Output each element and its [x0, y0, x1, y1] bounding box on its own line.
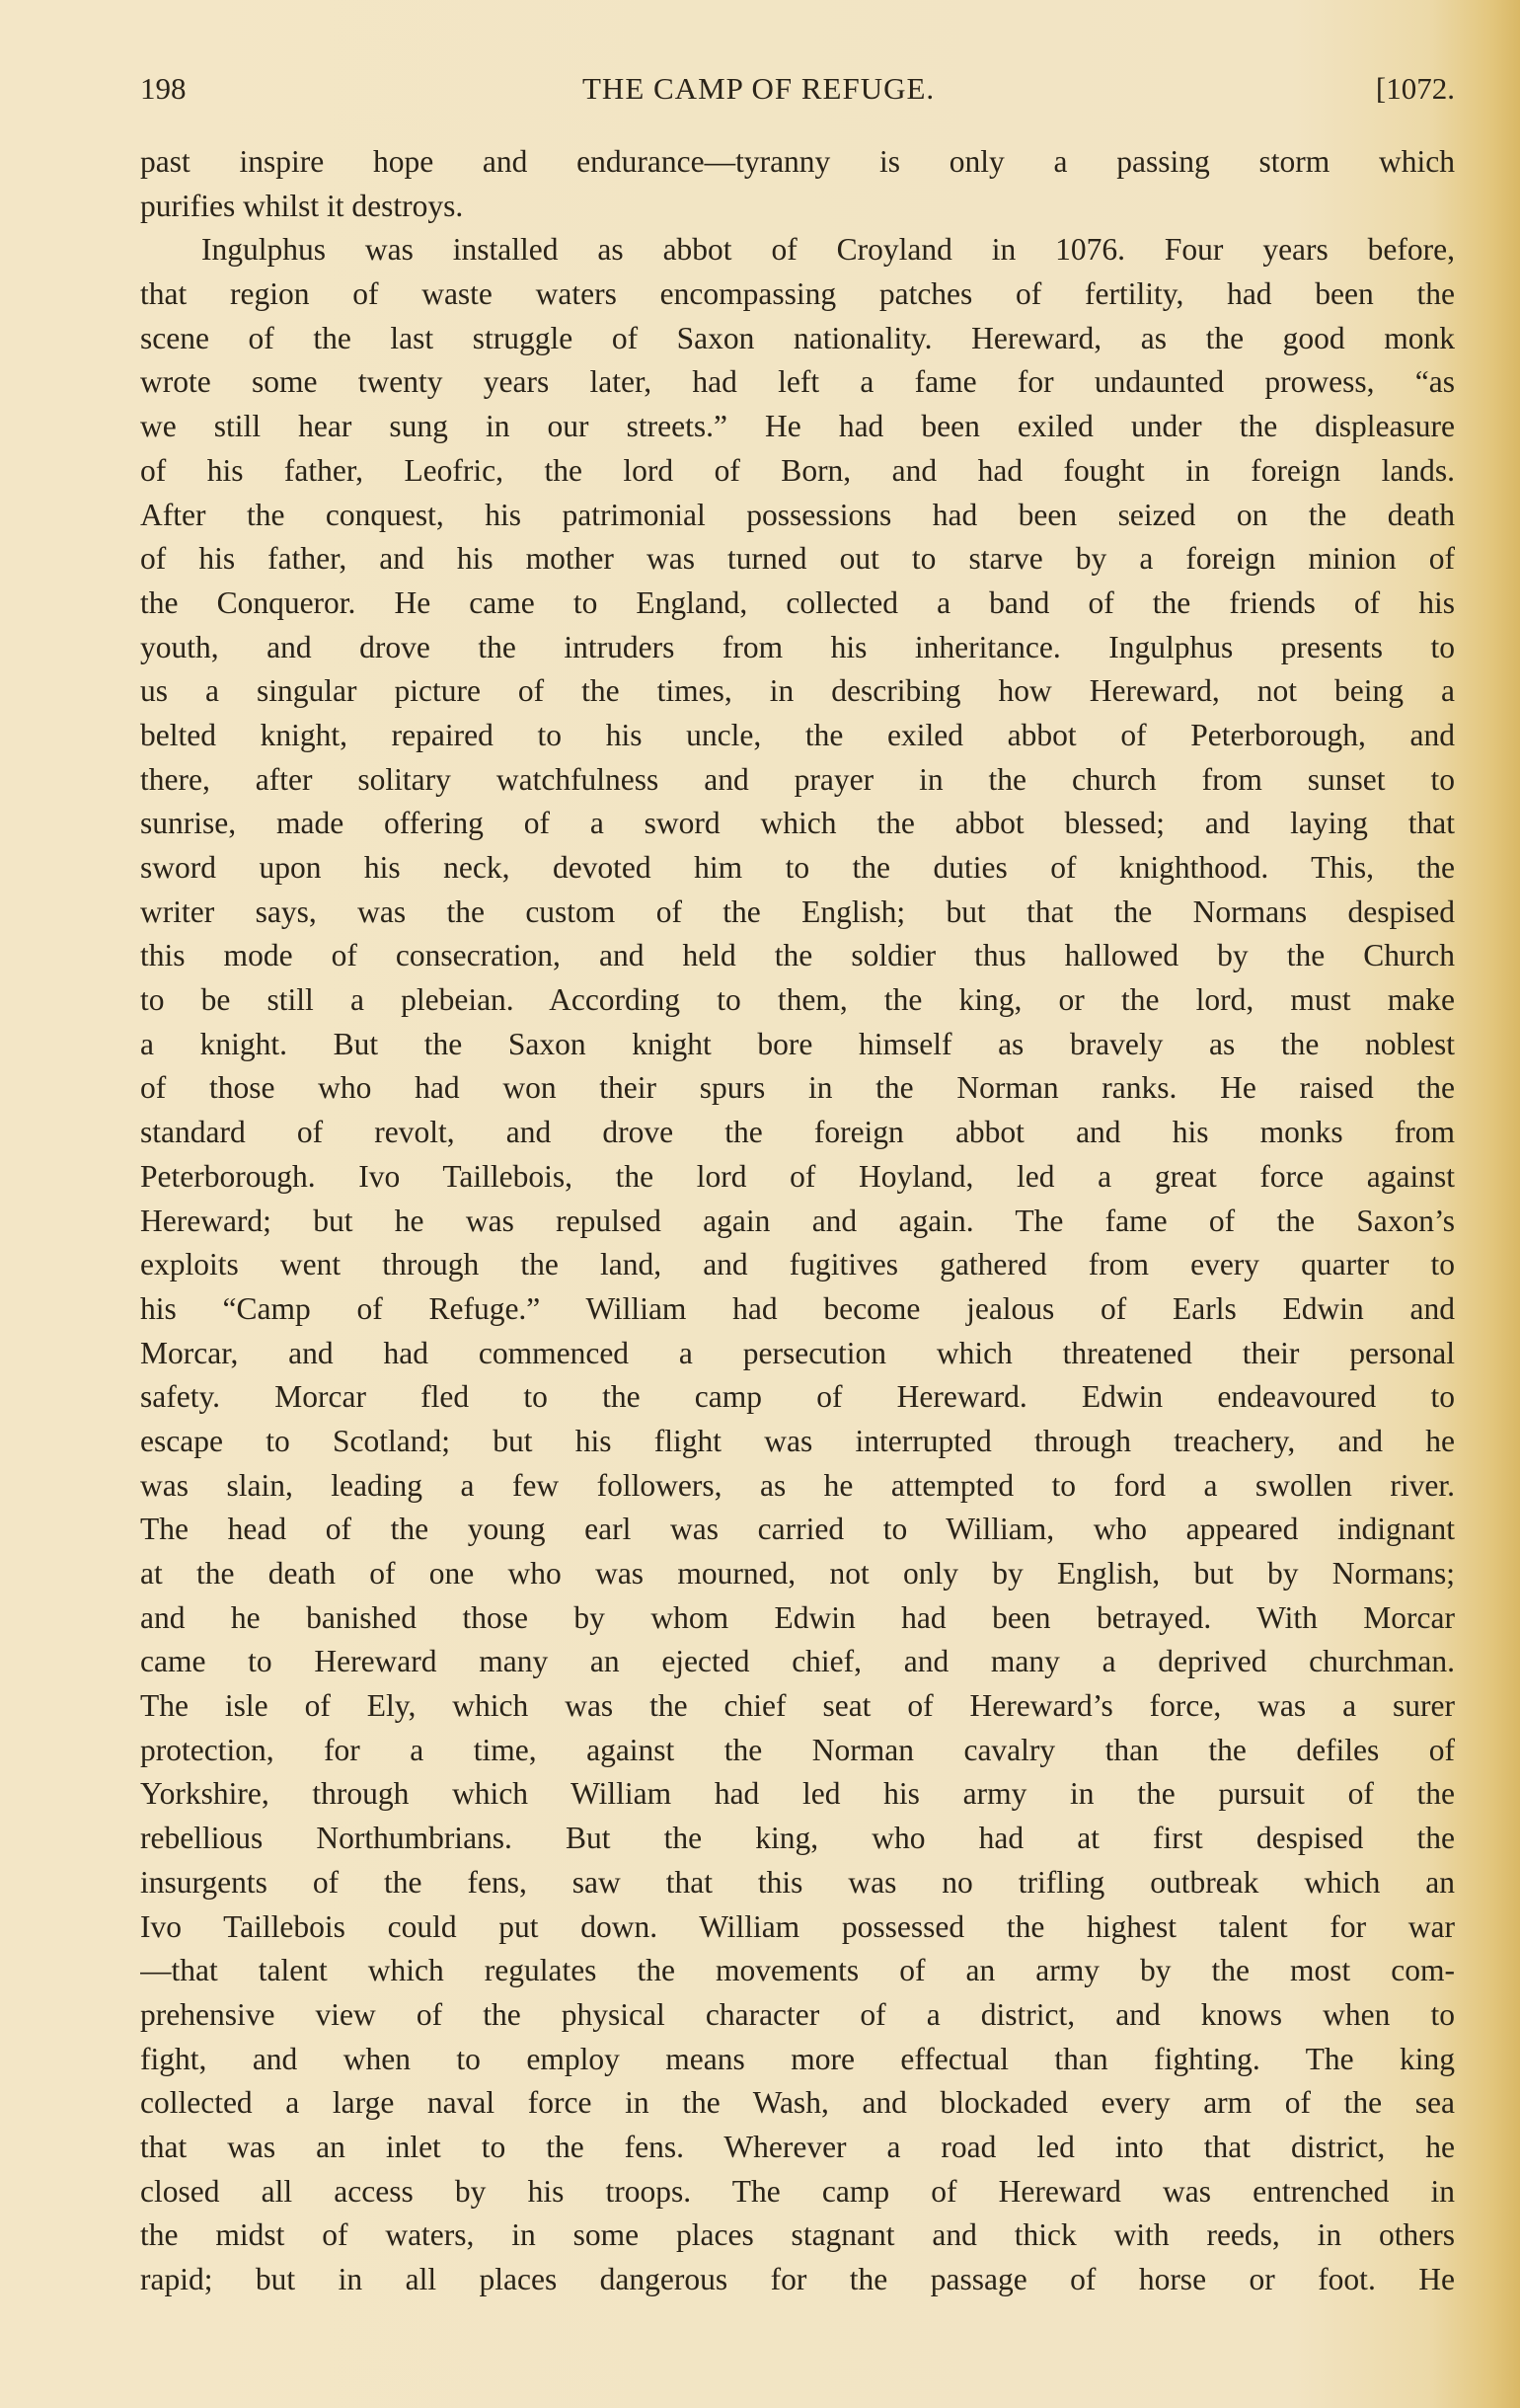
text-line: youth, and drove the intruders from his inheritance. Ingulphus presents to — [140, 629, 1455, 664]
text-line: past inspire hope and endurance—tyranny is only a passing storm which — [140, 144, 1455, 179]
text-line: of his father, and his mother was turned out to starve by a foreign minion of — [140, 541, 1455, 577]
text-line: there, after solitary watchfulness and prayer in the church from sunset to — [140, 761, 1455, 797]
text-line: fight, and when to employ means more effectual than fighting. The king — [140, 2041, 1455, 2076]
text-line: Ingulphus was installed as abbot of Croyland in 1076. Four years before, — [201, 232, 1455, 268]
text-line: writer says, was the custom of the English; but that the Normans despised — [140, 893, 1455, 929]
year-marker: [1072. — [1375, 71, 1455, 106]
text-line: Peterborough. Ivo Taillebois, the lord of Hoyland, led a great force against — [140, 1158, 1455, 1194]
text-line: prehensive view of the physical character of a district, and knows when to — [140, 1996, 1455, 2032]
text-line: purifies whilst it destroys. — [140, 188, 464, 223]
text-line: standard of revolt, and drove the foreign abbot and his monks from — [140, 1115, 1455, 1150]
text-line: closed all access by his troops. The camp of Hereward was entrenched in — [140, 2173, 1455, 2209]
text-line: insurgents of the fens, saw that this was no trifling outbreak which an — [140, 1864, 1455, 1900]
running-head — [140, 71, 1455, 120]
text-line: scene of the last struggle of Saxon nationality. Hereward, as the good monk — [140, 320, 1455, 355]
text-line: the Conqueror. He came to England, collected a band of the friends of his — [140, 584, 1455, 620]
text-line: collected a large naval force in the Wash, and blockaded every arm of the sea — [140, 2085, 1455, 2121]
text-line: Yorkshire, through which William had led his army in the pursuit of the — [140, 1776, 1455, 1812]
text-line: that region of waste waters encompassing patches of fertility, had been the — [140, 276, 1455, 312]
text-line: rapid; but in all places dangerous for the passage of horse or foot. He — [140, 2262, 1455, 2296]
text-line: Hereward; but he was repulsed again and again. The fame of the Saxon’s — [140, 1203, 1455, 1238]
text-line: at the death of one who was mourned, not only by English, but by Normans; — [140, 1556, 1455, 1591]
text-line: —that talent which regulates the movements of an army by the most com- — [140, 1953, 1455, 1988]
text-line: sunrise, made offering of a sword which the abbot blessed; and laying that — [140, 806, 1455, 841]
text-line: to be still a plebeian. According to them, the king, or the lord, must make — [140, 982, 1455, 1018]
page-number: 198 — [140, 71, 187, 106]
text-line: wrote some twenty years later, had left a fame for undaunted prowess, “as — [140, 364, 1455, 400]
text-line: belted knight, repaired to his uncle, the exiled abbot of Peterborough, and — [140, 717, 1455, 752]
text-line: we still hear sung in our streets.” He had been exiled under the displeasure — [140, 409, 1455, 444]
text-line: this mode of consecration, and held the soldier thus hallowed by the Church — [140, 938, 1455, 973]
text-line: his “Camp of Refuge.” William had become jealous of Earls Edwin and — [140, 1290, 1455, 1326]
text-line: protection, for a time, against the Norman cavalry than the defiles of — [140, 1732, 1455, 1767]
text-line: us a singular picture of the times, in describing how Hereward, not being a — [140, 673, 1455, 709]
text-line: that was an inlet to the fens. Wherever a road led into that district, he — [140, 2129, 1455, 2164]
text-line: rebellious Northumbrians. But the king, who had at first despised the — [140, 1821, 1455, 1856]
text-line: exploits went through the land, and fugitives gathered from every quarter to — [140, 1247, 1455, 1282]
text-line: The isle of Ely, which was the chief seat of Hereward’s force, was a surer — [140, 1688, 1455, 1724]
text-line: Ivo Taillebois could put down. William possessed the highest talent for war — [140, 1908, 1455, 1944]
text-line: sword upon his neck, devoted him to the duties of knighthood. This, the — [140, 850, 1455, 885]
text-line: came to Hereward many an ejected chief, and many a deprived churchman. — [140, 1644, 1455, 1679]
text-line: a knight. But the Saxon knight bore himself as bravely as the noblest — [140, 1026, 1455, 1061]
text-line: of those who had won their spurs in the Norman ranks. He raised the — [140, 1070, 1455, 1106]
text-line: was slain, leading a few followers, as he attempted to ford a swollen river. — [140, 1467, 1455, 1503]
body-text — [140, 140, 1455, 2302]
text-line: safety. Morcar fled to the camp of Hereward. Edwin endeavoured to — [140, 1379, 1455, 1415]
text-line: escape to Scotland; but his flight was interrupted through treachery, and he — [140, 1423, 1455, 1458]
text-line: After the conquest, his patrimonial possessions had been seized on the death — [140, 497, 1455, 532]
running-title: THE CAMP OF REFUGE. — [582, 71, 936, 106]
text-line: and he banished those by whom Edwin had been betrayed. With Morcar — [140, 1599, 1455, 1635]
text-line: of his father, Leofric, the lord of Born, and had fought in foreign lands. — [140, 452, 1455, 488]
text-line: the midst of waters, in some places stagnant and thick with reeds, in others — [140, 2217, 1455, 2253]
text-line: The head of the young earl was carried to William, who appeared indignant — [140, 1512, 1455, 1547]
text-line: Morcar, and had commenced a persecution which threatened their personal — [140, 1335, 1455, 1370]
